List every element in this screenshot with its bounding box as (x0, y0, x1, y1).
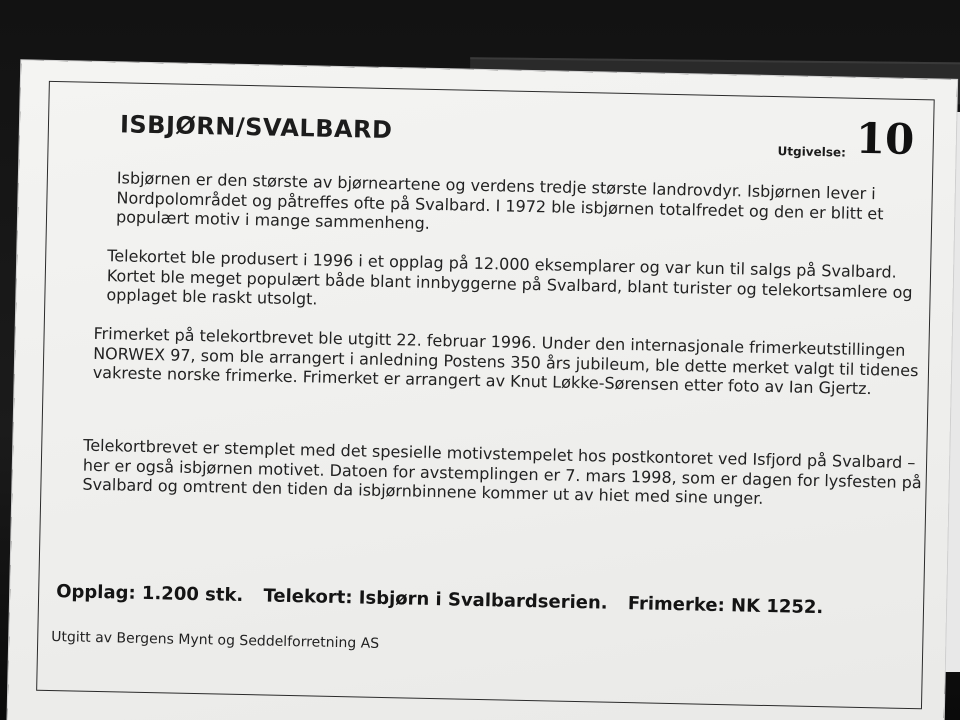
issue-label: Utgivelse: (777, 144, 847, 160)
summary-opplag: Opplag: 1.200 stk. (55, 581, 244, 607)
summary-frimerke: Frimerke: NK 1252. (627, 593, 824, 619)
info-card (7, 60, 957, 720)
paragraph-stamp: Frimerket på telekortbrevet ble utgitt 22. februar 1996. Under den internasjonale frimerkeutstillingen NORWEX 97, som ble arrangert i anledning Postens 350 års jubileum, ble dette merket valgt til tidenes vakreste norske frimerke. Frimerket er arrangert av Knut Løkke-Sørensen etter foto av Ian Gjertz. (92, 323, 919, 399)
card-title: ISBJØRN/SVALBARD (119, 110, 393, 145)
issue-number: 10 (855, 113, 915, 164)
paragraph-polar-bear: Isbjørnen er den største av bjørneartene og verdens tredje største landrovdyr. Isbjørnen lever i Nordpolområdet og påtreffes ofte på Svalbard. I 1972 ble isbjørnen totalfredet og den er blitt et populært motiv i mange sammenheng. (115, 168, 884, 233)
publisher-line: Utgitt av Bergens Mynt og Seddelforretning AS (51, 629, 380, 652)
summary-telekort: Telekort: Isbjørn i Svalbardserien. (263, 585, 608, 614)
paragraph-postmark: Telekortbrevet er stemplet med det spesielle motivstempelet hos postkontoret ved Isfjord på Svalbard – her er også isbjørnen motivet. Datoen for avstemplingen er 7. mars 1998, som er dagen for lysfesten på Svalbard og omtrent den tiden da isbjørnbinnene kommer ut av hiet med sine unger. (82, 435, 922, 508)
paragraph-phone-card: Telekortet ble produsert i 1996 i et opplag på 12.000 eksemplarer og var kun til salgs på Svalbard. Kortet ble meget populært både blant innbyggerne på Svalbard, blant turister og telekortsamlere og opplaget ble raskt utsolgt. (106, 246, 913, 309)
